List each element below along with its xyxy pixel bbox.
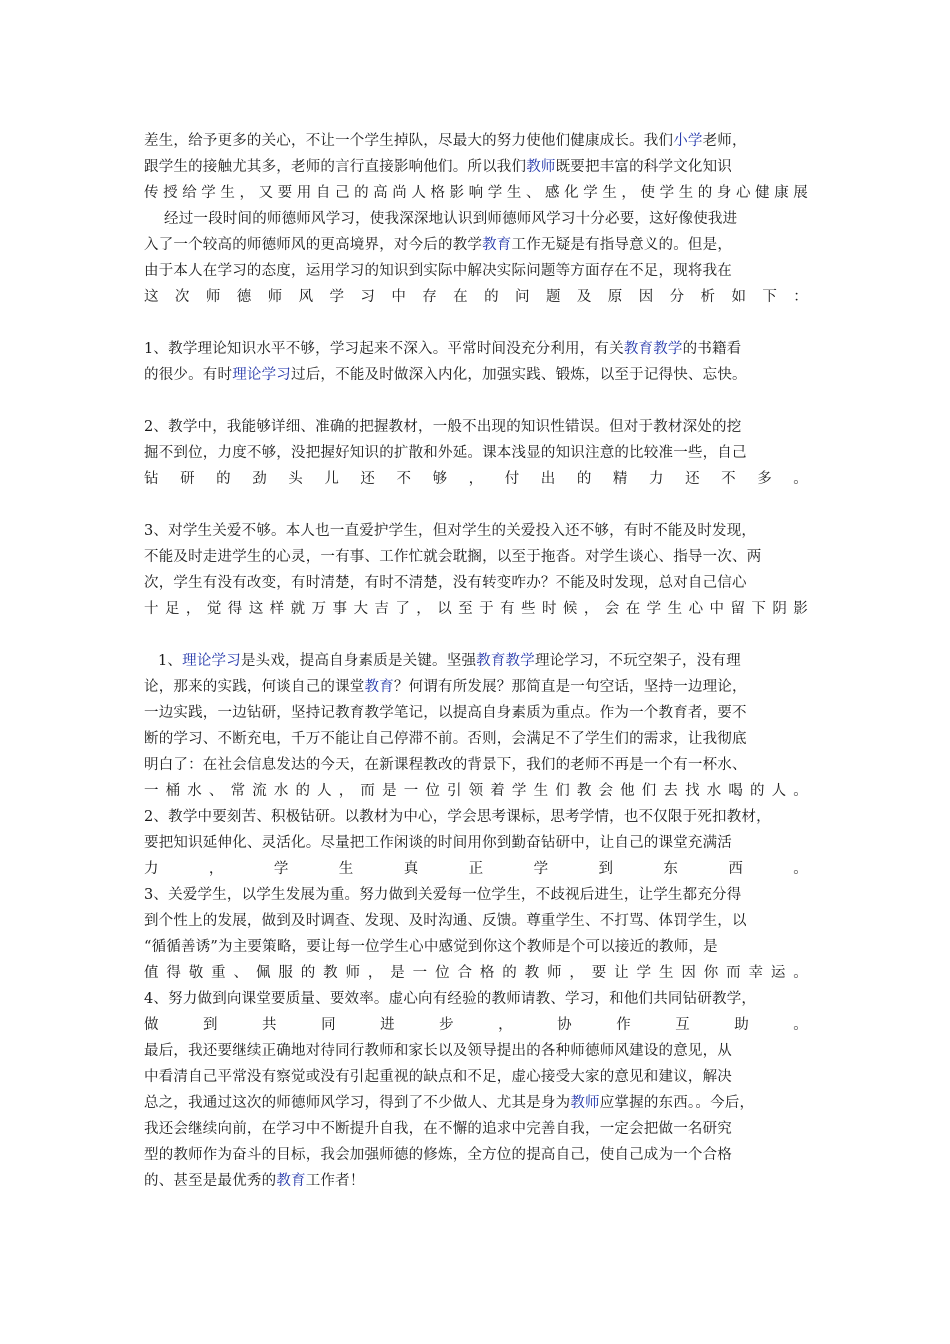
link-teacher[interactable]: 教师 bbox=[570, 1095, 600, 1111]
text-line: 的、甚至是最优秀的教育工作者！ bbox=[144, 1173, 365, 1189]
text-line: 要把知识延伸化、灵活化。尽量把工作闲谈的时间用你到勤奋钻研中，让自己的课堂充满活 bbox=[144, 835, 732, 851]
text-line: 差生，给予更多的关心，不让一个学生掉队，尽最大的努力使他们健康成长。我们小学老师， bbox=[144, 133, 747, 149]
text-line: 到个性上的发展，做到及时调查、发现、及时沟通、反馈。尊重学生、不打骂、体罚学生，以 bbox=[144, 913, 747, 929]
link-teacher[interactable]: 教师 bbox=[526, 159, 556, 175]
text-line: 跟学生的接触尤其多，老师的言行直接影响他们。所以我们教师既要把丰富的科学文化知识 bbox=[144, 159, 733, 175]
text-line: 中看清自己平常没有察觉或没有引起重视的缺点和不足，虚心接受大家的意见和建议，解决 bbox=[144, 1069, 732, 1085]
text-line: 传授给学生，又要用自己的高尚人格影响学生、感化学生，使学生的身心健康展 bbox=[144, 185, 808, 201]
text-line: 做到共同进步，协作互助。 bbox=[144, 1017, 808, 1033]
text-line: 1、理论学习是头戏，提高自身素质是关键。坚强教育教学理论学习，不玩空架子，没有理 bbox=[158, 653, 741, 669]
text-line: 经过一段时间的师德师风学习，使我深深地认识到师德师风学习十分必要，这好像使我进 bbox=[164, 211, 738, 227]
link-theory-study[interactable]: 理论学习 bbox=[232, 367, 292, 383]
text-line: 型的教师作为奋斗的目标，我会加强师德的修炼，全方位的提高自己，使自己成为一个合格 bbox=[144, 1147, 732, 1163]
text-line: 一桶水、常流水的人，而是一位引领着学生们教会他们去找水喝的人。 bbox=[144, 783, 808, 799]
text-line: 由于本人在学习的态度，运用学习的知识到实际中解决实际问题等方面存在不足，现将我在 bbox=[144, 263, 732, 279]
text-line: 总之，我通过这次的师德师风学习，得到了不少做人、尤其是身为教师应掌握的东西。。今后， bbox=[144, 1095, 755, 1111]
text-line: 的很少。有时理论学习过后，不能及时做深入内化，加强实践、锻炼，以至于记得快、忘快。 bbox=[144, 367, 747, 383]
link-primary-school[interactable]: 小学 bbox=[673, 133, 703, 149]
text-line: 这次师德师风学习中存在的问题及原因分析如下： bbox=[144, 289, 808, 305]
text-line: 3、关爱学生，以学生发展为重。努力做到关爱每一位学生，不歧视后进生，让学生都充分得 bbox=[144, 887, 742, 903]
text-line: “循循善诱”为主要策略，要让每一位学生心中感觉到你这个教师是个可以接近的教师，是 bbox=[144, 939, 718, 955]
text-line: 掘不到位，力度不够，没把握好知识的扩散和外延。课本浅显的知识注意的比较准一些，自己 bbox=[144, 445, 747, 461]
text-line: 不能及时走进学生的心灵，一有事、工作忙就会耽搁，以至于拖沓。对学生谈心、指导一次、两 bbox=[144, 549, 762, 565]
text-line: 值得敬重、佩服的教师，是一位合格的教师，要让学生因你而幸运。 bbox=[144, 965, 808, 981]
link-education[interactable]: 教育 bbox=[276, 1173, 306, 1189]
text-line: 次，学生有没有改变，有时清楚，有时不清楚，没有转变咋办？不能及时发现，总对自己信心 bbox=[144, 575, 747, 591]
text-line: 论，那来的实践，何谈自己的课堂教育？何谓有所发展？那简直是一句空话，坚持一边理论， bbox=[144, 679, 747, 695]
text-line: 钻研的劲头儿还不够，付出的精力还不多。 bbox=[144, 471, 808, 487]
link-education-teaching[interactable]: 教育教学 bbox=[476, 653, 535, 669]
text-line: 十足，觉得这样就万事大吉了，以至于有些时候，会在学生心中留下阴影 bbox=[144, 601, 808, 617]
text-line: 3、对学生关爱不够。本人也一直爱护学生，但对学生的关爱投入还不够，有时不能及时发现， bbox=[144, 523, 757, 539]
link-education[interactable]: 教育 bbox=[364, 679, 394, 695]
spacer bbox=[144, 388, 808, 414]
text-line: 明白了：在社会信息发达的今天，在新课程教改的背景下，我们的老师不再是一个有一杯水、 bbox=[144, 757, 747, 773]
document-body bbox=[144, 128, 808, 1194]
link-theory-study[interactable]: 理论学习 bbox=[182, 653, 241, 669]
spacer bbox=[144, 622, 808, 648]
text-line: 力，学生真正学到东西。 bbox=[144, 861, 808, 877]
text-line: 我还会继续向前，在学习中不断提升自我，在不懈的追求中完善自我，一定会把做一名研究 bbox=[144, 1121, 732, 1137]
text-line: 入了一个较高的师德师风的更高境界，对今后的教学教育工作无疑是有指导意义的。但是， bbox=[144, 237, 733, 253]
text-line: 4、努力做到向课堂要质量、要效率。虚心向有经验的教师请教、学习，和他们共同钻研教学， bbox=[144, 991, 757, 1007]
text-line: 一边实践，一边钻研，坚持记教育教学笔记，以提高自身素质为重点。作为一个教育者，要不 bbox=[144, 705, 747, 721]
text-line: 2、教学中，我能够详细、准确的把握教材，一般不出现的知识性错误。但对于教材深处的挖 bbox=[144, 419, 742, 435]
link-education-teaching[interactable]: 教育教学 bbox=[623, 341, 683, 357]
spacer bbox=[144, 310, 808, 336]
text-line: 断的学习、不断充电，千万不能让自己停滞不前。否则，会满足不了学生们的需求，让我彻底 bbox=[144, 731, 747, 747]
text-line: 1、教学理论知识水平不够，学习起来不深入。平常时间没充分利用，有关教育教学的书籍看 bbox=[144, 341, 742, 357]
text-line: 2、教学中要刻苦、积极钻研。以教材为中心，学会思考课标，思考学情，也不仅限于死扣教材， bbox=[144, 809, 771, 825]
spacer bbox=[144, 492, 808, 518]
text-line: 最后，我还要继续正确地对待同行教师和家长以及领导提出的各种师德师风建设的意见，从 bbox=[144, 1043, 732, 1059]
link-education[interactable]: 教育 bbox=[482, 237, 512, 253]
